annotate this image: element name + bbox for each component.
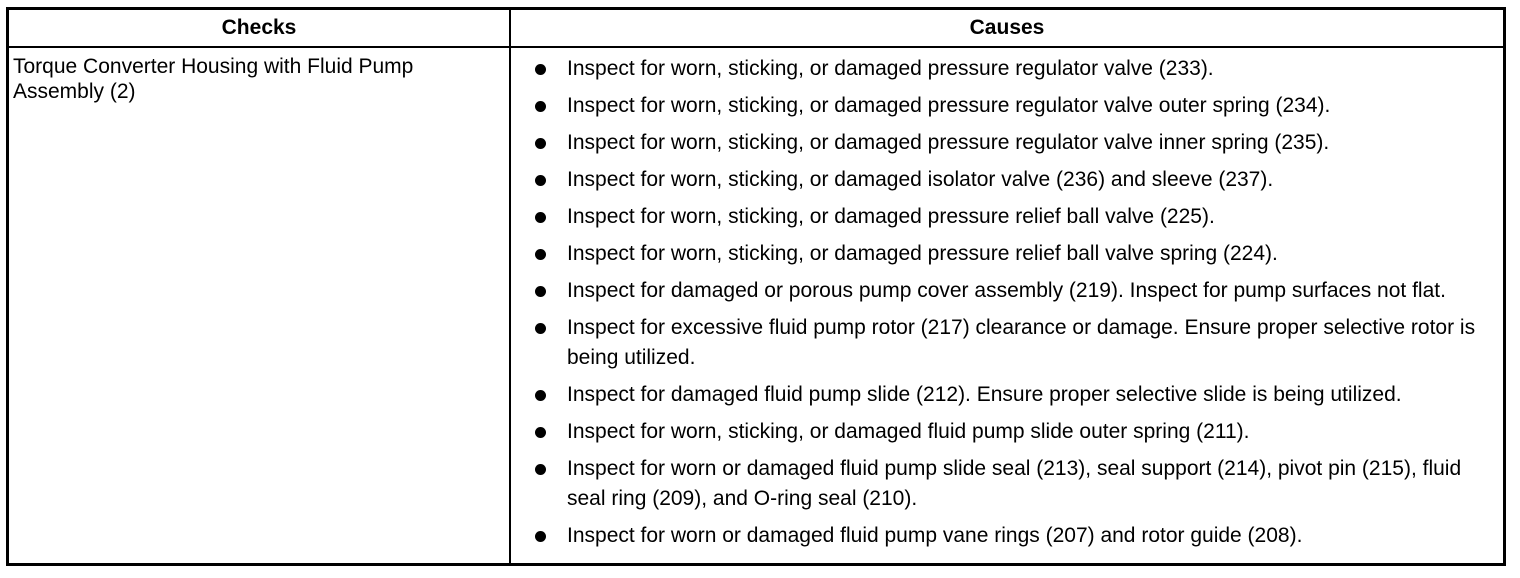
bullet-icon xyxy=(535,286,546,297)
bullet-icon xyxy=(535,390,546,401)
causes-column-header: Causes xyxy=(510,10,1503,47)
bullet-icon xyxy=(535,323,546,334)
list-item xyxy=(533,165,1483,195)
cause-text: Inspect for excessive fluid pump rotor (217) clearance or damage. Ensure proper selective rotor is being utilized. xyxy=(567,316,1476,369)
checks-column-header: Checks xyxy=(9,10,510,47)
list-item xyxy=(533,202,1483,232)
diagnostic-table-frame xyxy=(6,7,1506,566)
cause-text: Inspect for worn, sticking, or damaged pressure regulator valve outer spring (234). xyxy=(567,94,1331,117)
list-item xyxy=(533,54,1483,84)
bullet-icon xyxy=(535,138,546,149)
list-item xyxy=(533,128,1483,158)
bullet-icon xyxy=(535,427,546,438)
cause-text: Inspect for damaged fluid pump slide (212). Ensure proper selective slide is being utilized. xyxy=(567,383,1402,406)
bullet-icon xyxy=(535,101,546,112)
diagnostic-table xyxy=(9,10,1503,563)
cause-text: Inspect for worn, sticking, or damaged pressure relief ball valve (225). xyxy=(567,205,1215,228)
bullet-icon xyxy=(535,175,546,186)
list-item xyxy=(533,276,1483,306)
bullet-icon xyxy=(535,249,546,260)
list-item xyxy=(533,454,1483,514)
bullet-icon xyxy=(535,64,546,75)
list-item xyxy=(533,380,1483,410)
list-item xyxy=(533,239,1483,269)
cause-text: Inspect for worn, sticking, or damaged fluid pump slide outer spring (211). xyxy=(567,420,1250,443)
cause-text: Inspect for damaged or porous pump cover assembly (219). Inspect for pump surfaces not flat. xyxy=(567,279,1446,302)
list-item xyxy=(533,91,1483,121)
table-header-row xyxy=(9,10,1503,47)
bullet-icon xyxy=(535,531,546,542)
bullet-icon xyxy=(535,212,546,223)
causes-cell xyxy=(510,47,1503,563)
cause-text: Inspect for worn, sticking, or damaged isolator valve (236) and sleeve (237). xyxy=(567,168,1274,191)
check-cell: Torque Converter Housing with Fluid Pump Assembly (2) xyxy=(9,47,510,563)
cause-text: Inspect for worn, sticking, or damaged pressure relief ball valve spring (224). xyxy=(567,242,1278,265)
list-item xyxy=(533,521,1483,551)
causes-list xyxy=(533,54,1483,551)
cause-text: Inspect for worn, sticking, or damaged pressure regulator valve (233). xyxy=(567,57,1214,80)
cause-text: Inspect for worn, sticking, or damaged pressure regulator valve inner spring (235). xyxy=(567,131,1330,154)
list-item xyxy=(533,417,1483,447)
list-item xyxy=(533,313,1483,373)
cause-text: Inspect for worn or damaged fluid pump vane rings (207) and rotor guide (208). xyxy=(567,524,1303,547)
table-row xyxy=(9,47,1503,563)
bullet-icon xyxy=(535,464,546,475)
cause-text: Inspect for worn or damaged fluid pump slide seal (213), seal support (214), pivot pin (215), fluid seal ring (209), and O-ring seal (210). xyxy=(567,457,1462,510)
